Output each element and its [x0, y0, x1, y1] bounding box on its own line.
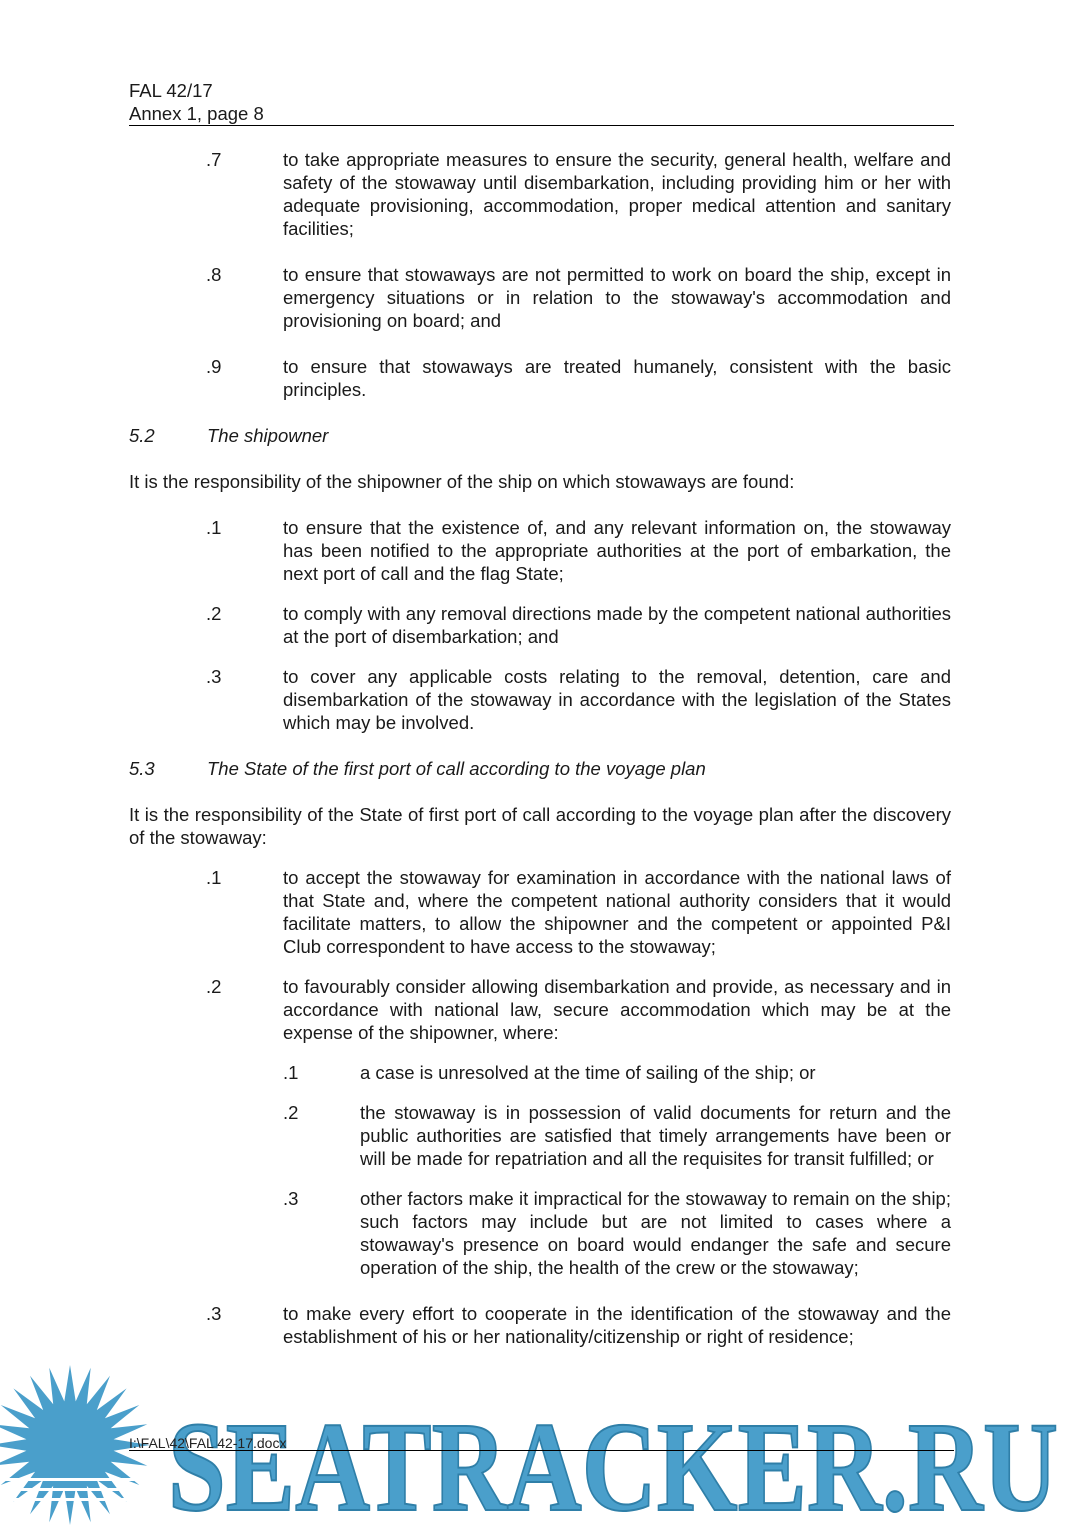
item-number: .1: [206, 867, 222, 888]
item-text: to ensure that stowaways are not permitted to work on board the ship, except in emergency situations or in relation to the stowaway's accommodation and provisioning on board; and: [283, 264, 951, 331]
list-item: [129, 665, 951, 734]
section-number: 5.3: [129, 758, 155, 779]
item-number: .7: [206, 149, 222, 170]
subitem-text: other factors make it impractical for the stowaway to remain on the ship; such factors may include but are not limited to cases where a stowaway's presence on board would endanger the safe and secure operation of the ship, the health of the crew or the stowaway;: [360, 1188, 951, 1278]
header-divider: [129, 125, 954, 126]
section-intro: It is the responsibility of the State of first port of call according to the voyage plan after the discovery of the stowaway:: [129, 804, 951, 848]
subitem-number: .3: [283, 1188, 299, 1209]
section-intro: It is the responsibility of the shipowner of the ship on which stowaways are found:: [129, 471, 795, 492]
sunburst-icon: [0, 1365, 150, 1525]
sub-list-item: [129, 1187, 951, 1279]
list-item: [129, 602, 951, 648]
item-number: .2: [206, 603, 222, 624]
list-item: [129, 263, 951, 332]
item-number: .9: [206, 356, 222, 377]
page-header: [129, 79, 954, 125]
list-item: [129, 866, 951, 958]
list-item: [129, 148, 951, 240]
list-item: [129, 355, 951, 401]
item-text: to comply with any removal directions made by the competent national authorities at the port of disembarkation; and: [283, 603, 951, 647]
list-item: [129, 516, 951, 585]
item-text: to make every effort to cooperate in the identification of the stowaway and the establishment of his or her nationality/citizenship or right of residence;: [283, 1303, 951, 1347]
page-reference: Annex 1, page 8: [129, 103, 264, 124]
section-heading: [129, 757, 951, 780]
item-text: to accept the stowaway for examination in accordance with the national laws of that State and, where the competent national authority considers that it would facilitate matters, to allow the shipowner and the competent or appointed P&I Club correspondent to have access to the stowaway;: [283, 867, 951, 957]
watermark-text: SEATRACKER.RU: [168, 1396, 1058, 1527]
subitem-text: a case is unresolved at the time of sailing of the ship; or: [360, 1062, 816, 1083]
item-number: .3: [206, 666, 222, 687]
item-text: to favourably consider allowing disembarkation and provide, as necessary and in accordance with national law, secure accommodation which may be at the expense of the shipowner, where:: [283, 976, 951, 1043]
section-title: The shipowner: [207, 425, 329, 446]
list-item: [129, 1302, 951, 1348]
section-number: 5.2: [129, 425, 155, 446]
sub-list-item: [129, 1101, 951, 1170]
section-title: The State of the first port of call according to the voyage plan: [207, 758, 706, 779]
subitem-text: the stowaway is in possession of valid documents for return and the public authorities are satisfied that timely arrangements have been or will be made for repatriation and all the requisites for transit fulfilled; or: [360, 1102, 951, 1169]
item-text: to take appropriate measures to ensure the security, general health, welfare and safety of the stowaway until disembarkation, including providing him or her with adequate provisioning, accommodation, proper medical attention and sanitary facilities;: [283, 149, 951, 239]
subitem-number: .2: [283, 1102, 299, 1123]
item-text: to ensure that stowaways are treated humanely, consistent with the basic principles.: [283, 356, 951, 400]
item-text: to ensure that the existence of, and any relevant information on, the stowaway has been notified to the appropriate authorities at the port of embarkation, the next port of call and the flag State;: [283, 517, 951, 584]
item-text: to cover any applicable costs relating to the removal, detention, care and disembarkation of the stowaway in accordance with the legislation of the States which may be involved.: [283, 666, 951, 733]
subitem-number: .1: [283, 1062, 299, 1083]
section-heading: [129, 424, 951, 447]
document-code: FAL 42/17: [129, 80, 213, 101]
sub-list-item: [129, 1061, 951, 1084]
document-body: [129, 148, 951, 1348]
item-number: .8: [206, 264, 222, 285]
item-number: .2: [206, 976, 222, 997]
list-item: [129, 975, 951, 1044]
item-number: .1: [206, 517, 222, 538]
file-path: I:\FAL\42\FAL 42-17.docx: [129, 1435, 287, 1451]
item-number: .3: [206, 1303, 222, 1324]
